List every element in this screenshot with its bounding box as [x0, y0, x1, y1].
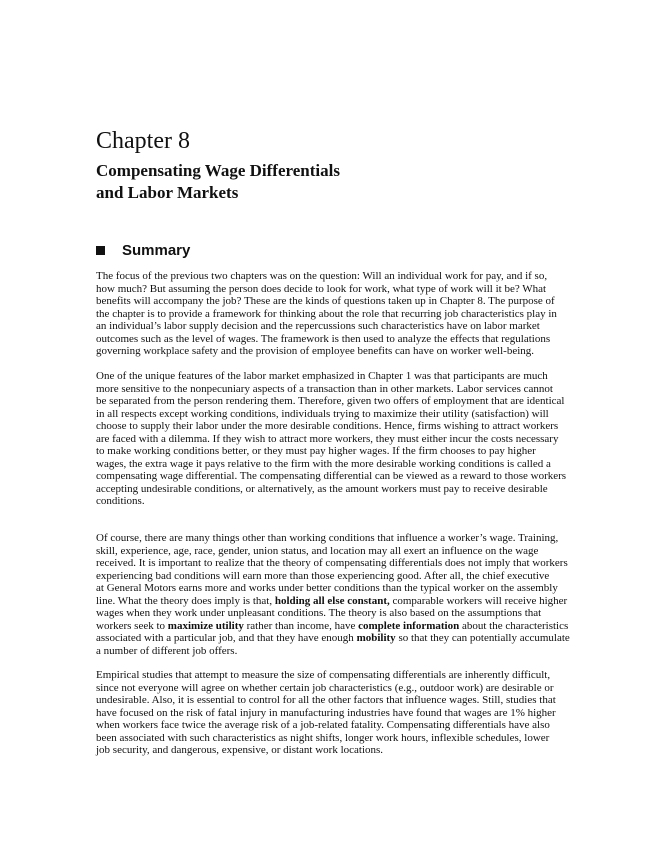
paragraph-line: wages, the extra wage it pays relative to the firm with the more desirable working conditions is called a — [96, 457, 551, 470]
paragraph-line: received. It is important to realize that the theory of compensating differentials does not imply that workers — [96, 557, 568, 569]
paragraph — [96, 532, 616, 657]
emphasis-text: holding all else constant, — [274, 594, 390, 607]
paragraph-line: have focused on the risk of fatal injury in manufacturing industries have found that wages are 1% higher — [96, 706, 556, 719]
square-bullet-icon — [96, 246, 105, 255]
chapter-label: Chapter 8 — [96, 128, 190, 154]
paragraph-line: be separated from the person rendering them. Therefore, given two offers of employment that are identical — [96, 395, 565, 407]
paragraph-line: choose to supply their labor under the more desirable conditions. Hence, firms wishing to attract workers — [96, 420, 559, 432]
paragraph-line: how much? But assuming the person does decide to look for work, what type of work will it be? What — [96, 282, 547, 295]
paragraph-line: are faced with a dilemma. If they wish to attract more workers, they must either incur the costs necessary — [96, 432, 559, 445]
paragraph-line: conditions. — [96, 495, 145, 507]
paragraph-line: The focus of the previous two chapters was on the question: Will an individual work for pay, and if so, — [96, 270, 548, 282]
paragraph-line: governing workplace safety and the provision of employee benefits can have on worker well-being. — [96, 345, 535, 357]
paragraph-line: an individual’s labor supply decision and the repercussions such characteristics have on labor market — [96, 320, 540, 332]
paragraph-line: at General Motors earns more and works under better conditions than the typical worker on the assembly — [96, 582, 558, 594]
paragraph-line: in all respects except working conditions, individuals trying to maximize their utility (satisfaction) will — [96, 407, 549, 420]
paragraph-line: experiencing bad conditions will earn more than those experiencing good. After all, the chief executive — [96, 569, 550, 582]
section-heading — [96, 242, 190, 259]
paragraph — [96, 370, 616, 508]
paragraph-line: accepting undesirable conditions, or alternatively, as the amount workers must pay to receive desirable — [96, 482, 548, 495]
line-segment: so that they can potentially accumulate — [395, 632, 570, 644]
paragraph-line: Empirical studies that attempt to measure the size of compensating differentials are inherently difficult, — [96, 669, 551, 681]
line-segment: comparable workers will receive higher — [389, 594, 568, 607]
paragraph-line: been associated with such characteristics as night shifts, longer work hours, inflexible schedules, lower — [96, 731, 550, 744]
paragraph-line: wages when they work under unpleasant conditions. The theory is also based on the assumptions that — [96, 607, 542, 619]
paragraph-line — [96, 632, 616, 645]
paragraph-line: compensating wage differential. The compensating differential can be viewed as a reward to those workers — [96, 470, 567, 482]
paragraph-line: the chapter is to provide a framework for thinking about the role that recurring job characteristics play in — [96, 307, 557, 320]
paragraph — [96, 270, 616, 358]
paragraph-line: skill, experience, age, race, gender, union status, and location may all exert an influence on the wage — [96, 544, 539, 557]
line-segment: workers seek to — [96, 619, 168, 632]
paragraph-line: undesirable. Also, it is essential to control for all the other factors that influence wages. Still, studies that — [96, 694, 556, 706]
paragraph-line — [96, 595, 616, 608]
emphasis-text: complete information — [358, 619, 460, 632]
emphasis-text: maximize utility — [167, 619, 244, 632]
line-segment: rather than income, have — [243, 619, 359, 632]
paragraph-line: since not everyone will agree on whether certain job characteristics (e.g., outdoor work) are desirable or — [96, 681, 554, 694]
paragraph-line: job security, and dangerous, expensive, or distant work locations. — [96, 744, 384, 756]
line-segment: about the characteristics — [459, 619, 569, 632]
paragraph-line: outcomes such as the level of wages. The framework is then used to analyze the effects that regulations — [96, 332, 551, 345]
chapter-title-line: Compensating Wage Differentials — [96, 161, 340, 180]
line-segment: line. What the theory does imply is that, — [96, 594, 275, 607]
paragraph-line: to make working conditions better, or they must pay higher wages. If the firm chooses to pay higher — [96, 445, 536, 457]
paragraph-line: a number of different job offers. — [96, 644, 238, 657]
paragraph-line: Of course, there are many things other than working conditions that influence a worker’s wage. Training, — [96, 532, 559, 544]
paragraph-line: more sensitive to the nonpecuniary aspects of a transaction than in other markets. Labor services cannot — [96, 382, 553, 395]
section-heading-text: Summary — [122, 242, 191, 259]
paragraph-line: benefits will accompany the job? These are the kinds of questions taken up in Chapter 8. The purpose of — [96, 295, 555, 307]
paragraph-line: when workers face twice the average risk of a job-related fatality. Compensating differentials have also — [96, 719, 550, 731]
chapter-title — [96, 160, 340, 204]
line-segment: associated with a particular job, and that they have enough — [96, 632, 357, 644]
emphasis-text: mobility — [356, 632, 396, 644]
chapter-title-line: and Labor Markets — [96, 183, 239, 202]
paragraph — [96, 669, 616, 757]
paragraph-line — [96, 620, 616, 633]
paragraph-line: One of the unique features of the labor market emphasized in Chapter 1 was that participants are much — [96, 370, 548, 382]
